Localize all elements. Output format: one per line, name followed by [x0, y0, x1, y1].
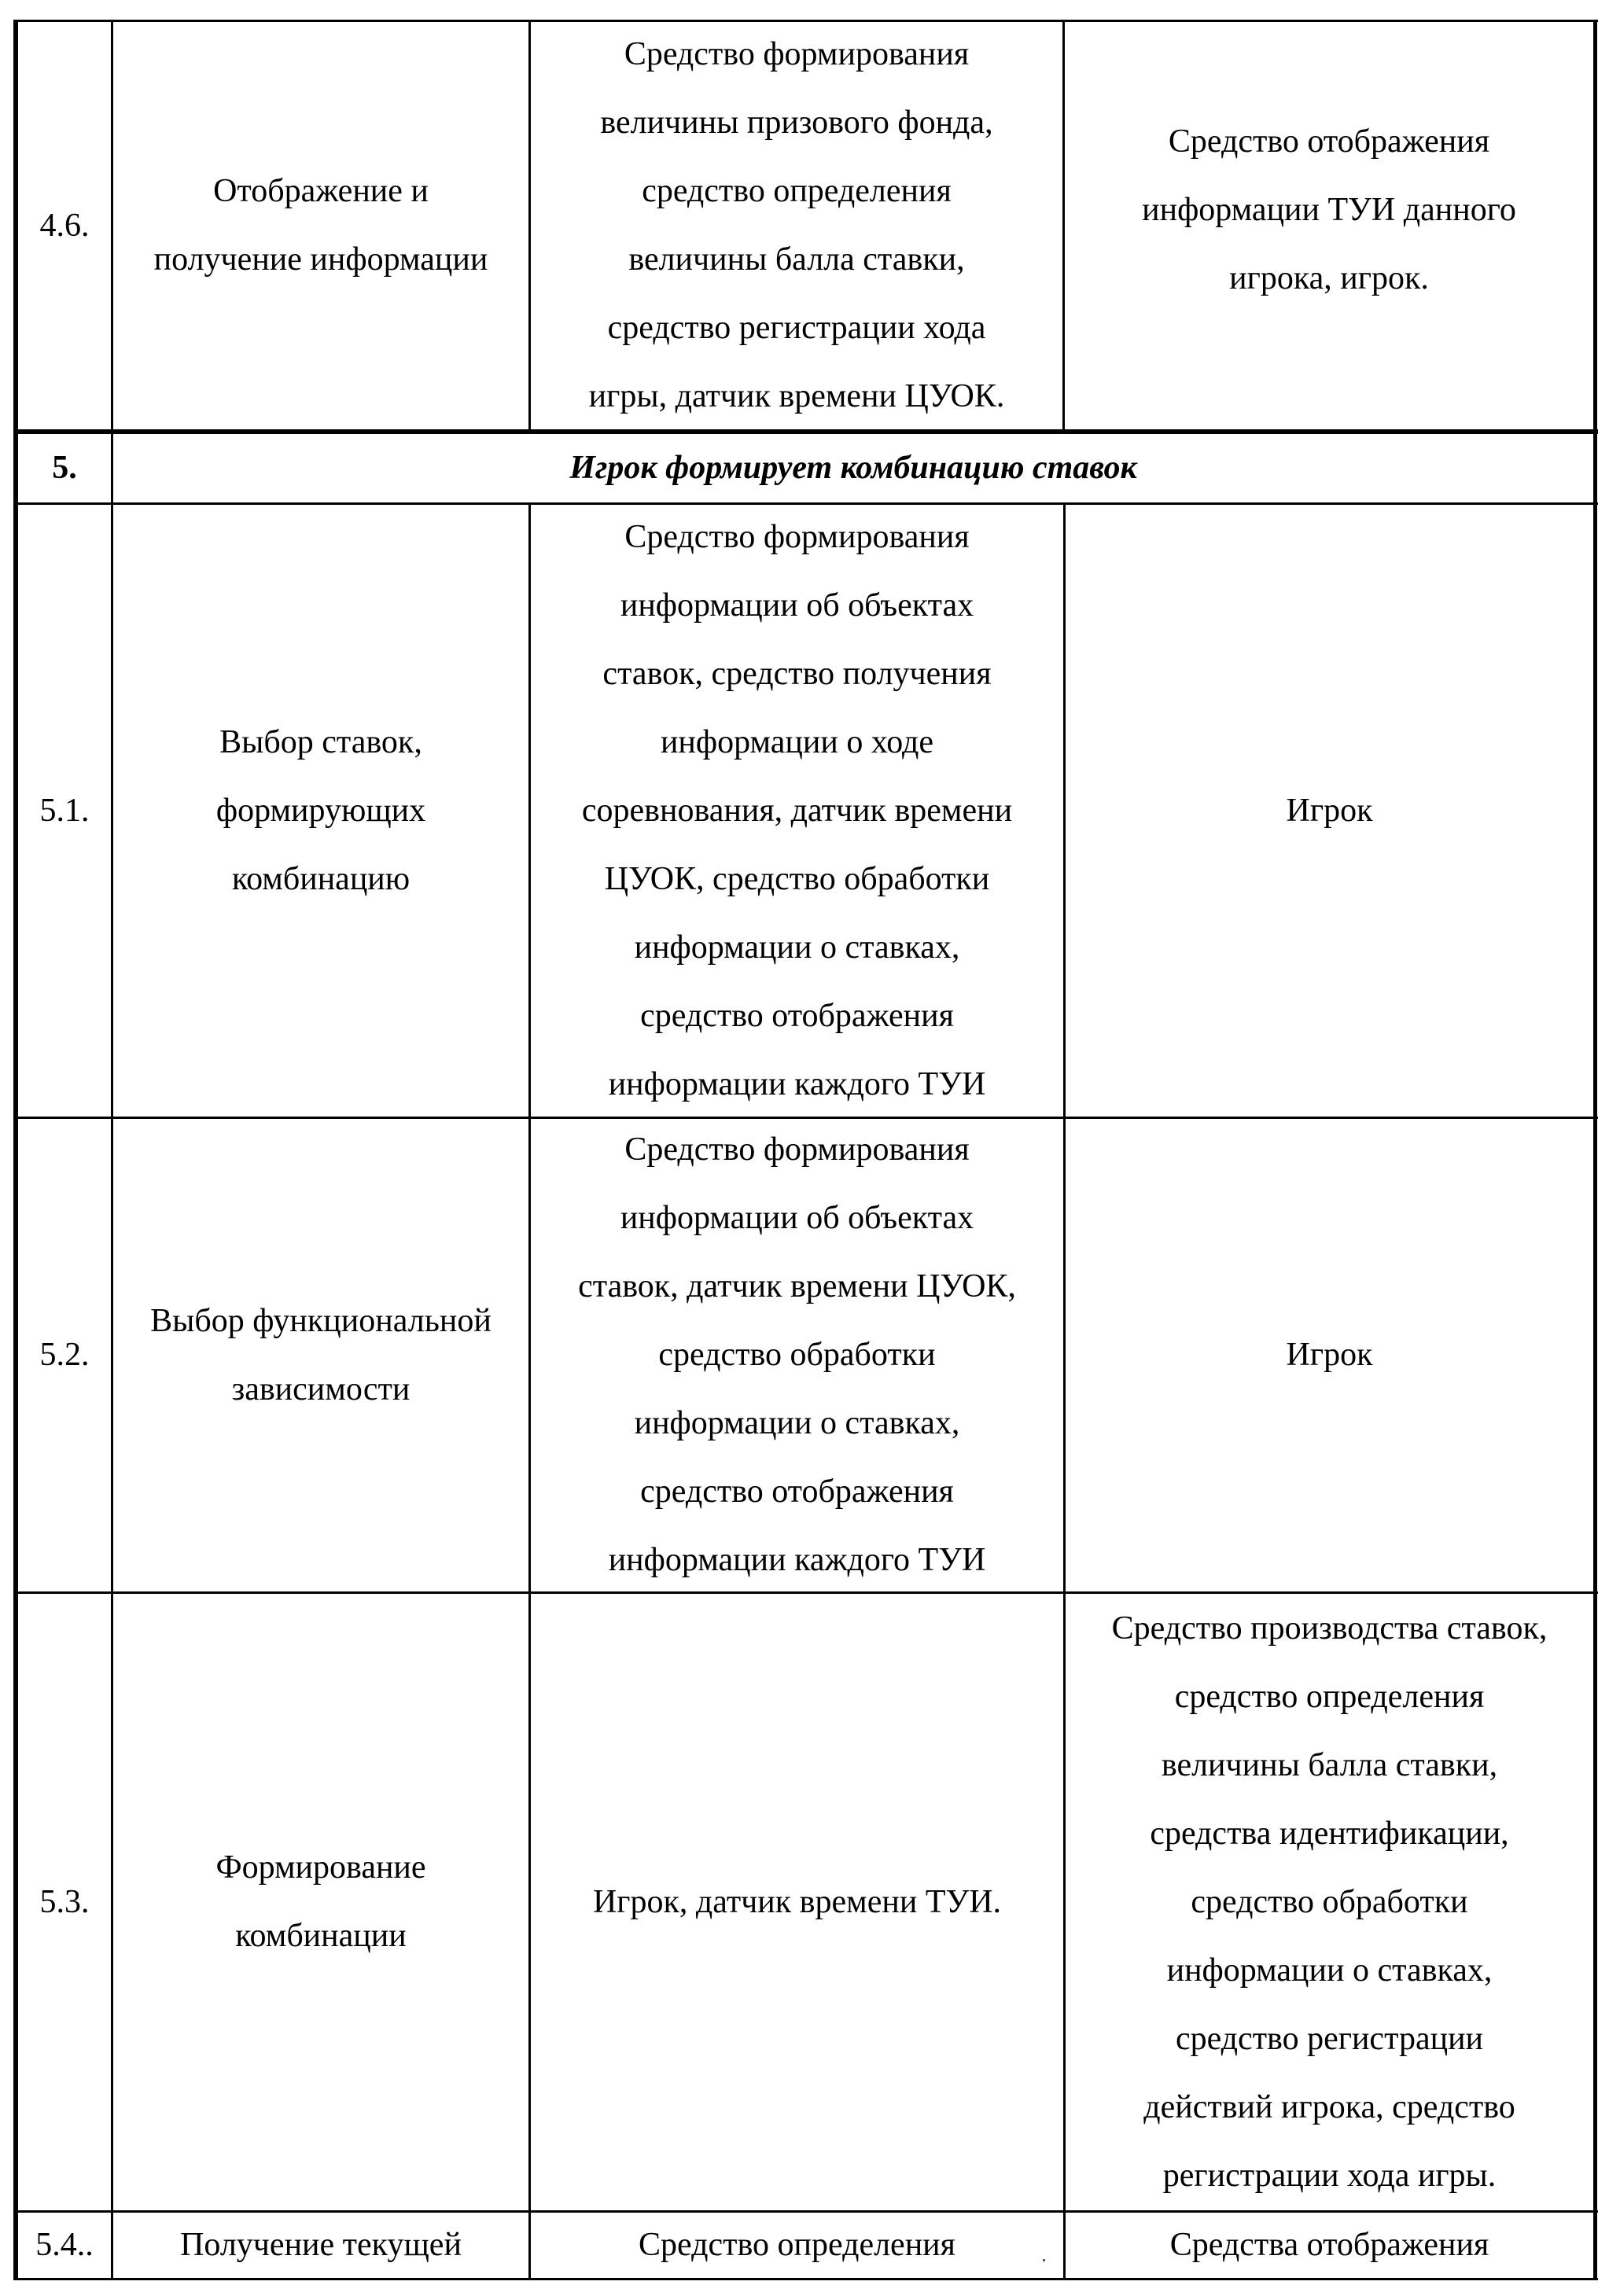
row-number: 5.1.	[39, 792, 90, 829]
action-cell	[113, 1594, 528, 2210]
action-cell	[113, 22, 528, 429]
row-number: 4.6.	[39, 207, 90, 244]
action-text: Выбор функциональной зависимости	[150, 1302, 492, 1407]
section-number: 5.	[52, 450, 77, 486]
action-text: Отображение и получение информации	[153, 173, 488, 278]
receivers-cell	[1066, 1594, 1593, 2210]
receivers-cell	[1065, 22, 1593, 429]
receivers-cell	[1066, 2213, 1593, 2278]
sources-text: Средство формирования информации об объектах ставок, датчик времени ЦУОК, средство обработки информации о ставках, средство отображения информации каждого ТУИ	[578, 1131, 1016, 1578]
scan-speck	[1043, 2259, 1045, 2261]
table-right-border	[1593, 20, 1597, 2280]
receivers-text: Игрок	[1286, 1337, 1373, 1373]
sources-text: Средство определения	[639, 2227, 955, 2263]
sources-cell	[531, 22, 1062, 429]
row-number: 5.2.	[39, 1337, 90, 1373]
action-cell	[113, 2213, 528, 2278]
section-title-cell	[113, 434, 1593, 502]
action-text: Получение текущей	[180, 2227, 462, 2263]
sources-text: Средство формирования информации об объектах ставок, средство получения информации о ходе соревнования, датчик времени ЦУОК, средство обработки информации о ставках, средство отображения информации каждого ТУИ	[581, 518, 1013, 1102]
receivers-text: Игрок	[1286, 792, 1373, 829]
sources-text: Средство формирования величины призового фонда, средство определения величины балла ставки, средство регистрации хода игры, датчик времени ЦУОК.	[588, 36, 1005, 414]
receivers-cell	[1066, 1119, 1593, 1591]
receivers-text: Средство производства ставок, средство определения величины балла ставки, средства идентификации, средство обработки информации о ставках, средство регистрации действий игрока, средство регистрации хода игры.	[1111, 1610, 1548, 2194]
row-number-cell	[18, 505, 111, 1117]
receivers-cell	[1066, 505, 1593, 1117]
action-text: Формирование комбинации	[215, 1849, 426, 1954]
row-number-cell	[18, 22, 111, 429]
action-cell	[113, 1119, 528, 1591]
row-number-cell	[18, 1594, 111, 2210]
sources-cell	[531, 505, 1063, 1117]
sources-cell	[531, 1594, 1063, 2210]
receivers-text: Средства отображения	[1169, 2227, 1489, 2263]
sources-cell	[531, 2213, 1063, 2278]
sources-text: Игрок, датчик времени ТУИ.	[592, 1883, 1002, 1920]
section-title: Игрок формирует комбинацию ставок	[569, 450, 1137, 486]
action-cell	[113, 505, 528, 1117]
action-text: Выбор ставок, формирующих комбинацию	[215, 723, 426, 897]
section-number-cell	[18, 434, 111, 502]
receivers-text: Средство отображения информации ТУИ данного игрока, игрок.	[1142, 123, 1516, 296]
row-number: 5.3.	[39, 1883, 90, 1920]
sources-cell	[531, 1119, 1063, 1591]
row-number: 5.4..	[35, 2227, 94, 2263]
row-number-cell	[18, 1119, 111, 1591]
row-number-cell	[18, 2213, 111, 2278]
